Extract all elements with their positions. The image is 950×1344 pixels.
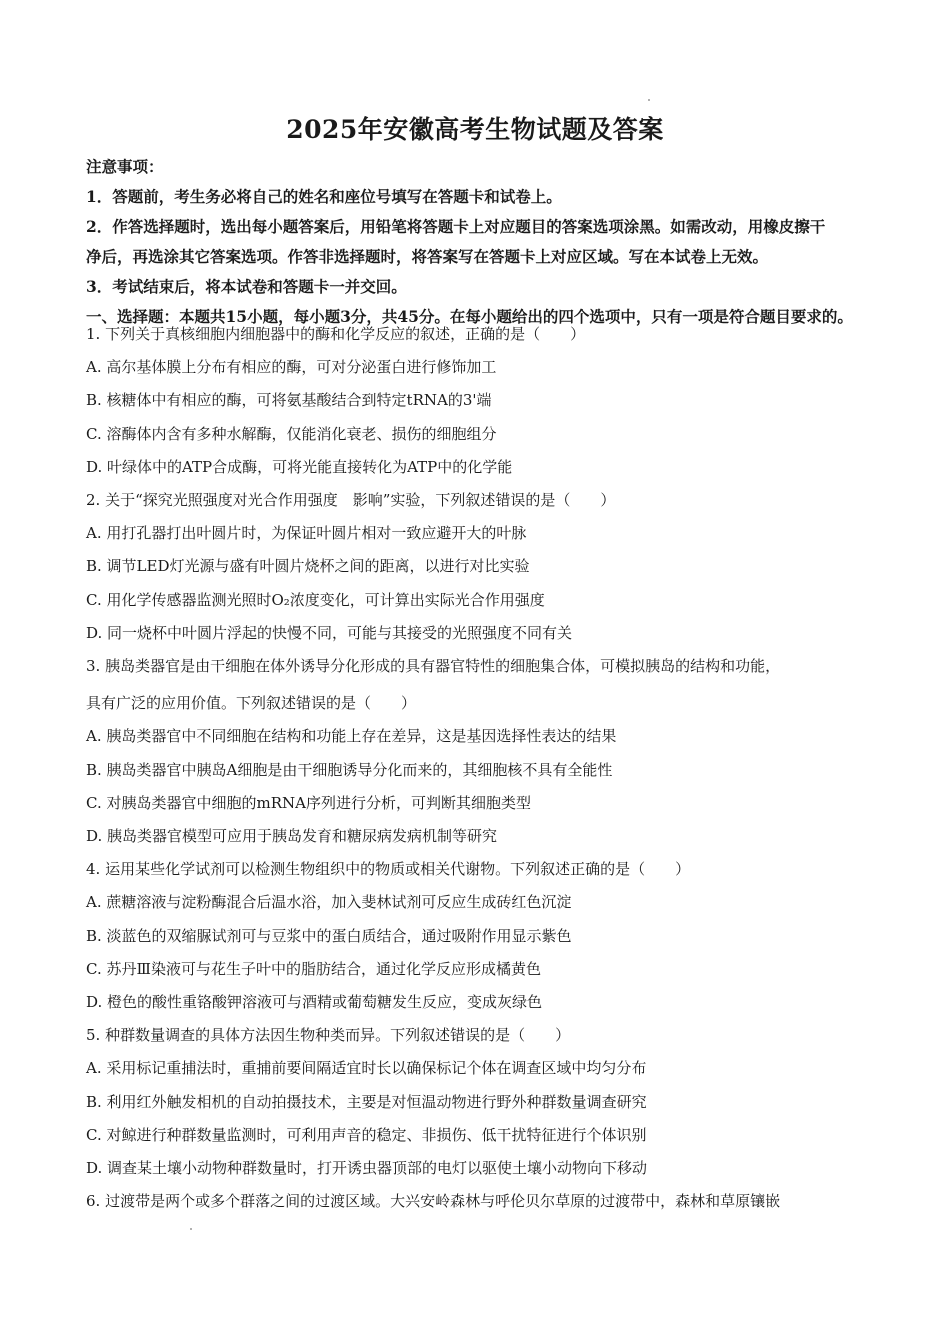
answer-option: B. 核糖体中有相应的酶，可将氨基酸结合到特定tRNA的3'端 xyxy=(86,391,492,410)
question-stem: 2. 关于“探究光照强度对光合作用强度 影响”实验，下列叙述错误的是（ ） xyxy=(86,491,616,510)
answer-option: A. 采用标记重捕法时，重捕前要间隔适宜时长以确保标记个体在调查区域中均匀分布 xyxy=(86,1059,647,1078)
answer-option: B. 调节LED灯光源与盛有叶圆片烧杯之间的距离，以进行对比实验 xyxy=(86,557,530,576)
answer-option: C. 苏丹Ⅲ染液可与花生子叶中的脂肪结合，通过化学反应形成橘黄色 xyxy=(86,959,541,978)
instruction-item: 1．答题前，考生务必将自己的姓名和座位号填写在答题卡和试卷上。 xyxy=(86,187,562,206)
question-stem: 1. 下列关于真核细胞内细胞器中的酶和化学反应的叙述，正确的是（ ） xyxy=(86,325,586,343)
question-stem: 6. 过渡带是两个或多个群落之间的过渡区域。大兴安岭森林与呼伦贝尔草原的过渡带中，森林和草原镶嵌 xyxy=(86,1192,781,1211)
answer-option: A. 用打孔器打出叶圆片时，为保证叶圆片相对一致应避开大的叶脉 xyxy=(86,524,527,543)
answer-option: D. 叶绿体中的ATP合成酶，可将光能直接转化为ATP中的化学能 xyxy=(86,457,513,476)
answer-option: A. 胰岛类器官中不同细胞在结构和功能上存在差异，这是基因选择性表达的结果 xyxy=(86,727,617,746)
answer-option: C. 对胰岛类器官中细胞的mRNA序列进行分析，可判断其细胞类型 xyxy=(86,793,531,812)
page-title: 2025年安徽高考生物试题及答案 xyxy=(286,115,664,144)
answer-option: B. 淡蓝色的双缩脲试剂可与豆浆中的蛋白质结合，通过吸附作用显示紫色 xyxy=(86,926,572,945)
section-heading: 一、选择题：本题共15小题，每小题3分，共45分。在每小题给出的四个选项中，只有一项是符合题目要求的。 xyxy=(86,307,853,326)
instructions-heading: 注意事项： xyxy=(86,157,164,176)
question-stem: 4. 运用某些化学试剂可以检测生物组织中的物质或相关代谢物。下列叙述正确的是（ ） xyxy=(86,860,691,879)
answer-option: C. 溶酶体内含有多种水解酶，仅能消化衰老、损伤的细胞组分 xyxy=(86,424,497,443)
answer-option: C. 用化学传感器监测光照时O₂浓度变化，可计算出实际光合作用强度 xyxy=(86,590,545,609)
instruction-item: 净后，再选涂其它答案选项。作答非选择题时，将答案写在答题卡上对应区域。写在本试卷上无效。 xyxy=(86,247,769,266)
question-stem-continued: 具有广泛的应用价值。下列叙述错误的是（ ） xyxy=(86,694,417,713)
question-stem: 5. 种群数量调查的具体方法因生物种类而异。下列叙述错误的是（ ） xyxy=(86,1026,571,1045)
instructions xyxy=(86,152,886,332)
question-list xyxy=(86,318,886,1218)
answer-option: D. 橙色的酸性重铬酸钾溶液可与酒精或葡萄糖发生反应，变成灰绿色 xyxy=(86,993,543,1012)
answer-option: D. 调查某土壤小动物种群数量时，打开诱虫器顶部的电灯以驱使土壤小动物向下移动 xyxy=(86,1159,648,1178)
question-stem: 3. 胰岛类器官是由干细胞在体外诱导分化形成的具有器官特性的细胞集合体，可模拟胰岛的结构和功能， xyxy=(86,657,781,676)
answer-option: A. 蔗糖溶液与淀粉酶混合后温水浴，加入斐林试剂可反应生成砖红色沉淀 xyxy=(86,893,572,912)
answer-option: B. 胰岛类器官中胰岛A细胞是由干细胞诱导分化而来的，其细胞核不具有全能性 xyxy=(86,760,613,779)
answer-option: A. 高尔基体膜上分布有相应的酶，可对分泌蛋白进行修饰加工 xyxy=(86,358,497,377)
scan-speck xyxy=(190,1228,192,1230)
answer-option: D. 同一烧杯中叶圆片浮起的快慢不同，可能与其接受的光照强度不同有关 xyxy=(86,623,573,642)
answer-option: C. 对鲸进行种群数量监测时，可利用声音的稳定、非损伤、低干扰特征进行个体识别 xyxy=(86,1125,647,1144)
instruction-item: 2．作答选择题时，选出每小题答案后，用铅笔将答题卡上对应题目的答案选项涂黑。如需改动，用橡皮擦干 xyxy=(86,217,826,236)
answer-option: B. 利用红外触发相机的自动拍摄技术，主要是对恒温动物进行野外种群数量调查研究 xyxy=(86,1092,647,1111)
answer-option: D. 胰岛类器官模型可应用于胰岛发育和糖尿病发病机制等研究 xyxy=(86,827,498,846)
scan-speck xyxy=(648,99,650,101)
instruction-item: 3．考试结束后，将本试卷和答题卡一并交回。 xyxy=(86,277,407,296)
